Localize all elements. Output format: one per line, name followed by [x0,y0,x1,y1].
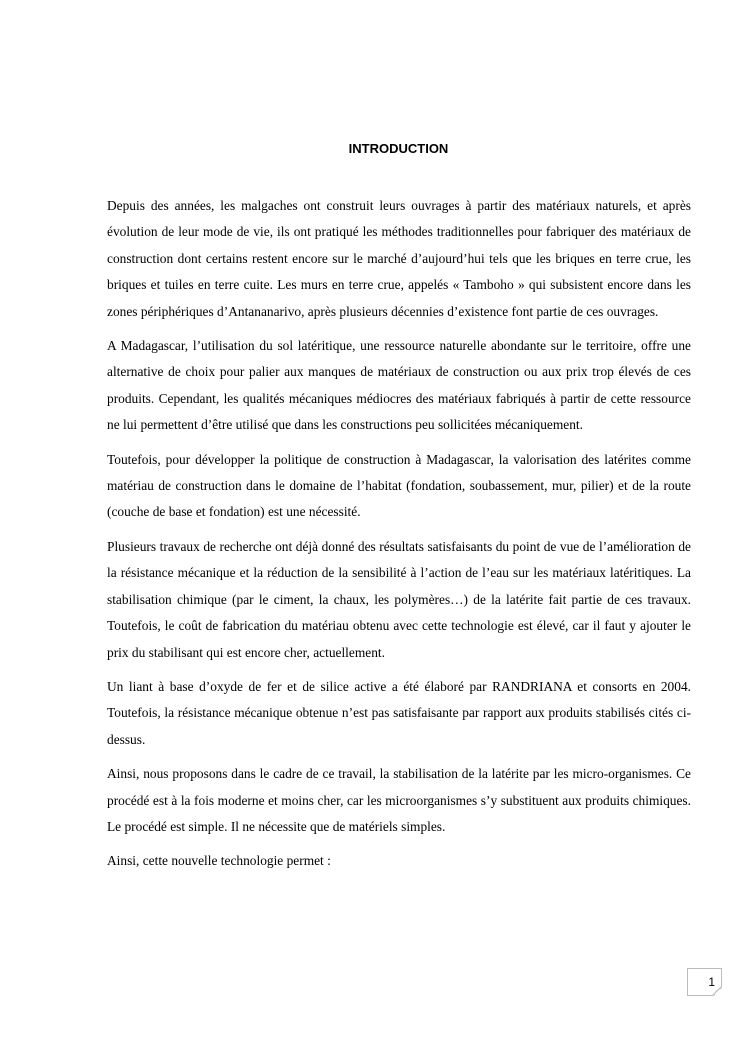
paragraph-3: Toutefois, pour développer la politique de construction à Madagascar, la valorisation des latérites comme matériau de construction dans le domaine de l’habitat (fondation, soubassement, mur, pilier) et de la route (couche de base et fondation) est une nécessité. [107,451,691,520]
page-curl-icon [712,986,722,996]
paragraph-1: Depuis des années, les malgaches ont construit leurs ouvrages à partir des matériaux naturels, et après évolution de leur mode de vie, ils ont pratiqué les méthodes traditionnelles pour fabriquer des matériaux de construction dont certains restent encore sur le marché d’aujourd’hui tels que les briques en terre crue, les briques et tuiles en terre cuite. Les murs en terre crue, appelés « Tamboho » qui subsistent encore dans les zones périphériques d’Antananarivo, après plusieurs décennies d’existence font partie de ces ouvrages. [107,198,691,319]
paragraph-2: A Madagascar, l’utilisation du sol latéritique, une ressource naturelle abondante sur le territoire, offre une alternative de choix pour palier aux manques de matériaux de construction ou aux prix trop élevés de ces produits. Cependant, les qualités mécaniques médiocres des matériaux fabriqués à partir de cette ressource ne lui permettent d’être utilisé que dans les constructions peu sollicitées mécaniquement. [107,338,691,433]
paragraph-7: Ainsi, cette nouvelle technologie permet : [107,853,331,869]
page-number-box [687,968,722,996]
page-title: INTRODUCTION [348,141,449,156]
body-text [107,193,691,883]
paragraph-6: Ainsi, nous proposons dans le cadre de ce travail, la stabilisation de la latérite par les micro-organismes. Ce procédé est à la fois moderne et moins cher, car les microorganismes s’y substituent aux produits chimiques. Le procédé est simple. Il ne nécessite que de matériels simples. [107,766,691,834]
paragraph-5: Un liant à base d’oxyde de fer et de silice active a été élaboré par RANDRIANA et consorts en 2004. Toutefois, la résistance mécanique obtenue n’est pas satisfaisante par rapport aux produits stabilisés cités ci-dessus. [107,678,691,747]
page-number: 1 [708,975,715,989]
paragraph-4: Plusieurs travaux de recherche ont déjà donné des résultats satisfaisants du point de vue de l’amélioration de la résistance mécanique et la réduction de la sensibilité à l’action de l’eau sur les matériaux latéritiques. La stabilisation chimique (par le ciment, la chaux, les polymères…) de la latérite fait partie de ces travaux. Toutefois, le coût de fabrication du matériau obtenu avec cette technologie est élevé, car il faut y ajouter le prix du stabilisant qui est encore cher, actuellement. [107,538,691,660]
